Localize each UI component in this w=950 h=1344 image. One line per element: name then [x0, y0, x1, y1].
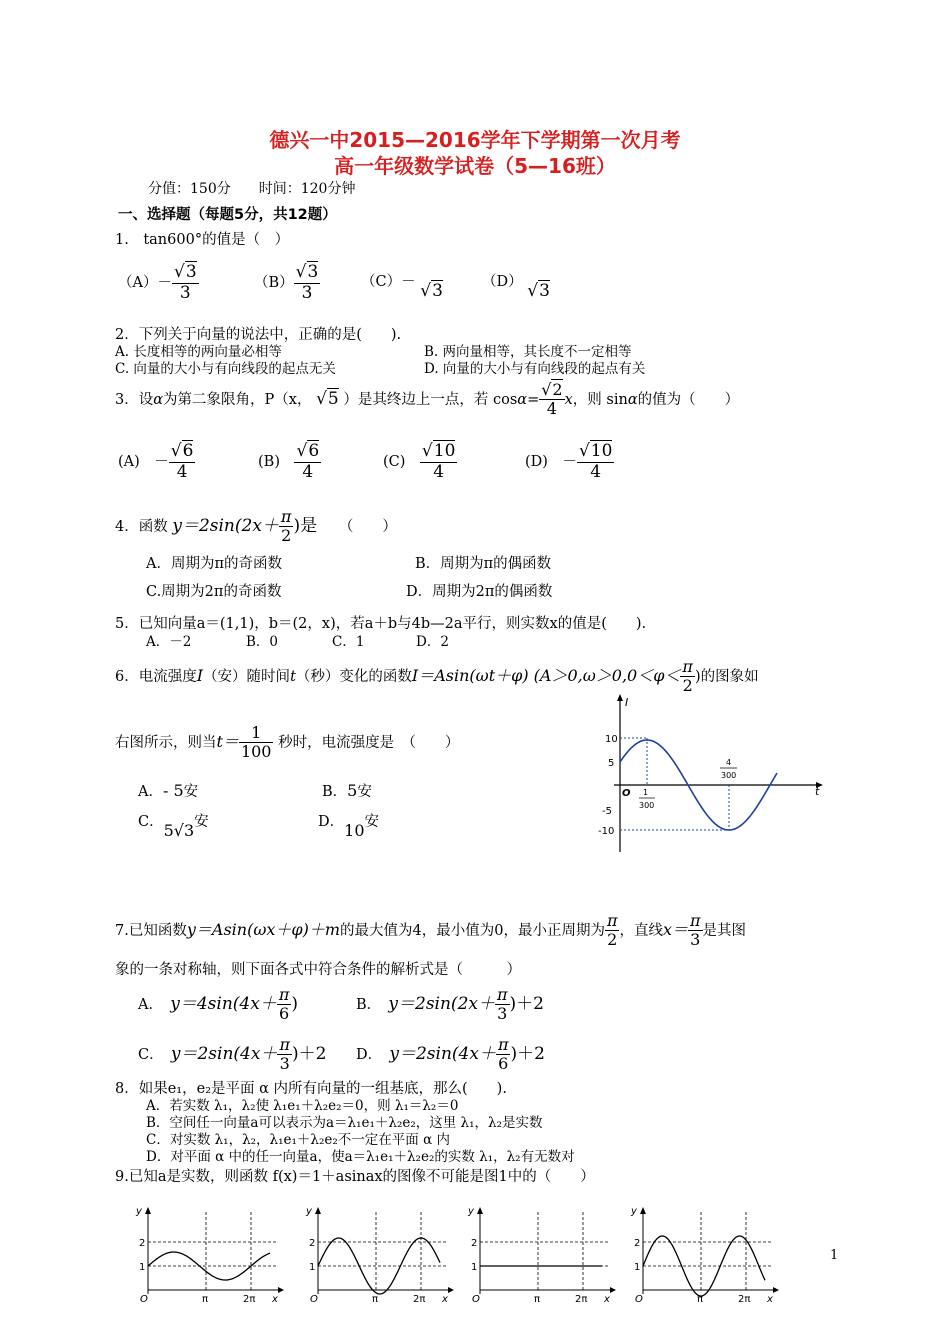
- graph-3-y-arrow: [477, 1207, 483, 1214]
- question-1-stem: 1. tan600°的值是（ ）: [115, 232, 290, 248]
- graph-1-origin: O: [140, 1294, 148, 1305]
- x-tick-1-den: 300: [639, 801, 655, 810]
- question-2-option-c: C. 向量的大小与有向线段的起点无关: [115, 361, 336, 377]
- graph-3-x-arrow: [610, 1287, 616, 1293]
- question-1-options: [118, 263, 199, 303]
- question-5-stem: 5．已知向量a＝(1,1)，b＝(2，x)，若a＋b与4b—2a平行，则实数x的值是( ).: [115, 616, 647, 632]
- question-5-option-c: C．1: [332, 634, 365, 650]
- graph-4-x-label: x: [767, 1294, 773, 1305]
- graph-4-origin: O: [635, 1294, 643, 1305]
- question-4-stem: 4．函数 y＝2sin(2x＋ $\frac{\pi}{2}$ )是 （ ）: [115, 507, 397, 546]
- current-graph: [592, 692, 832, 857]
- graph-4-pi-label: π: [697, 1294, 704, 1305]
- x-axis-label: t: [815, 785, 820, 798]
- question-8-option-d: D．对平面 α 中的任一向量a，使a＝λ₁e₁＋λ₂e₂的实数 λ₁，λ₂有无数对: [146, 1149, 575, 1165]
- graph-4-y-arrow: [640, 1207, 646, 1214]
- graph-3-pi-label: π: [534, 1294, 541, 1305]
- x-tick-1-num: 1: [643, 788, 649, 797]
- question-7-stem: 7.已知函数y＝Asin(ωx＋φ)＋m的最大值为4，最小值为0，最小正周期为 $\frac{\pi}{2}$ ，直线x＝ $\frac{\pi}{3}$ 是其图: [115, 911, 747, 950]
- question-6-option-b: B．5安: [322, 781, 372, 800]
- origin-label: O: [622, 788, 631, 799]
- question-2-stem: 2．下列关于向量的说法中，正确的是( ).: [115, 327, 402, 343]
- option-a-fraction: $\frac{√3}{3}$: [173, 262, 197, 303]
- question-5-option-d: D．2: [416, 634, 449, 650]
- question-3-stem: 3．设α为第二象限角，P（x， √5 ）是其终边上一点，若 cosα= $\frac{√2}{4}$ x，则 sinα的值为（ ）: [115, 380, 740, 419]
- question-3-option-a: (A) － $\frac{√6}{4}$: [118, 441, 194, 482]
- graph-2-y-label: y: [306, 1206, 312, 1217]
- y-tick-10: 10: [605, 734, 618, 745]
- page-number: 1: [830, 1248, 839, 1263]
- question-7-option-c: C． y＝2sin(4x＋ $\frac{\pi}{3}$ )＋2: [138, 1035, 327, 1074]
- graph-4-2pi-label: 2π: [738, 1294, 751, 1305]
- graph-1-y-label: y: [136, 1206, 142, 1217]
- question-3-option-d: (D) － $\frac{√10}{4}$: [525, 441, 613, 482]
- graph-4-tick-1: 1: [634, 1262, 641, 1273]
- question-1-option-d: （D） √3: [482, 274, 550, 301]
- graph-2-2pi-label: 2π: [413, 1294, 426, 1305]
- question-4-option-b: B．周期为π的偶函数: [415, 556, 552, 572]
- question-8-option-a: A．若实数 λ₁，λ₂使 λ₁e₁＋λ₂e₂＝0，则 λ₁＝λ₂＝0: [146, 1098, 459, 1114]
- question-4-option-c: C.周期为2π的奇函数: [146, 584, 282, 600]
- question-9-stem: 9.已知a是实数，则函数 f(x)＝1＋asinax的图像不可能是图1中的（ ）: [115, 1169, 595, 1185]
- y-axis-label: I: [625, 696, 629, 709]
- y-axis-arrow: [617, 694, 623, 701]
- graph-2-origin: O: [310, 1294, 318, 1305]
- question-8-stem: 8．如果e₁，e₂是平面 α 内所有向量的一组基底，那么( ).: [115, 1081, 507, 1097]
- question-7-option-b: B． y＝2sin(2x＋ $\frac{\pi}{3}$ )＋2: [356, 985, 544, 1024]
- graph-1-x-label: x: [272, 1294, 278, 1305]
- graph-4-y-label: y: [631, 1206, 637, 1217]
- figure-1-graphs: [128, 1190, 788, 1340]
- exam-title: 德兴一中2015—2016学年下学期第一次月考: [269, 128, 681, 152]
- y-tick-5: 5: [608, 758, 615, 769]
- graph-4-tick-2: 2: [634, 1238, 641, 1249]
- question-6-stem-line2: 右图所示，则当t＝ $\frac{1}{100}$ 秒时，电流强度是 （ ）: [115, 723, 460, 762]
- question-5-option-b: B．0: [246, 634, 279, 650]
- y-tick-minus-5: -5: [602, 806, 612, 817]
- x-tick-4-den: 300: [721, 771, 737, 780]
- graph-1-tick-2: 2: [139, 1238, 146, 1249]
- exam-meta: 分值：150分 时间：120分钟: [148, 181, 356, 197]
- graph-2-y-arrow: [315, 1207, 321, 1214]
- graph-3-2pi-label: 2π: [575, 1294, 588, 1305]
- question-2-option-a: A. 长度相等的两向量必相等: [115, 344, 282, 360]
- option-a-label: （A）－: [118, 275, 172, 292]
- question-4-option-d: D．周期为2π的偶函数: [406, 584, 553, 600]
- question-2-option-b: B. 两向量相等，其长度不一定相等: [424, 344, 632, 360]
- graph-1-tick-1: 1: [139, 1262, 146, 1273]
- question-8-option-b: B．空间任一向量a可以表示为a＝λ₁e₁＋λ₂e₂，这里 λ₁，λ₂是实数: [146, 1115, 543, 1131]
- question-6-option-d: D．10安: [318, 814, 379, 840]
- question-6-option-a: A．- 5安: [138, 781, 199, 800]
- graph-2-tick-2: 2: [309, 1238, 316, 1249]
- question-5-option-a: A．－2: [146, 634, 192, 650]
- question-3-option-b: (B) $\frac{√6}{4}$: [258, 441, 320, 482]
- question-2-option-d: D. 向量的大小与有向线段的起点有关: [424, 361, 646, 377]
- section-heading: 一、选择题（每题5分，共12题）: [118, 207, 337, 223]
- graph-3-x-label: x: [604, 1294, 610, 1305]
- graph-3-tick-1: 1: [471, 1262, 478, 1273]
- x-tick-4-num: 4: [726, 758, 732, 767]
- question-7-stem-line2: 象的一条对称轴，则下面各式中符合条件的解析式是（ ）: [115, 962, 521, 978]
- question-1-option-c: （C）－ √3: [361, 274, 443, 301]
- y-tick-minus-10: -10: [598, 826, 615, 837]
- graph-3-tick-2: 2: [471, 1238, 478, 1249]
- question-6-option-c: C．5√3安: [138, 814, 209, 840]
- graph-1-y-arrow: [145, 1207, 151, 1214]
- question-7-option-d: D． y＝2sin(4x＋ $\frac{\pi}{6}$ )＋2: [356, 1035, 545, 1074]
- question-8-option-c: C．对实数 λ₁，λ₂，λ₁e₁＋λ₂e₂不一定在平面 α 内: [146, 1132, 450, 1148]
- graph-2-x-arrow: [448, 1287, 454, 1293]
- question-7-option-a: A． y＝4sin(4x＋ $\frac{\pi}{6}$ ): [138, 985, 298, 1024]
- question-4-option-a: A．周期为π的奇函数: [146, 556, 283, 572]
- graph-3-y-label: y: [468, 1206, 474, 1217]
- graph-2-tick-1: 1: [309, 1262, 316, 1273]
- question-3-option-c: (C) $\frac{√10}{4}$: [383, 441, 456, 482]
- graph-4-x-arrow: [773, 1287, 779, 1293]
- graph-2-pi-label: π: [372, 1294, 379, 1305]
- question-1-option-b: （B） $\frac{√3}{3}$: [254, 262, 319, 303]
- graph-1-2pi-label: 2π: [243, 1294, 256, 1305]
- exam-subtitle: 高一年级数学试卷（5—16班）: [334, 154, 616, 178]
- graph-3-origin: O: [472, 1294, 480, 1305]
- graph-2-x-label: x: [442, 1294, 448, 1305]
- graph-1-x-arrow: [278, 1287, 284, 1293]
- question-6-stem: 6．电流强度I（安）随时间t（秒）变化的函数I＝Asin(ωt＋φ) (A＞0,ω＞0,0＜φ＜ $\frac{\pi}{2}$ )的图象如: [115, 657, 759, 696]
- graph-1-pi-label: π: [202, 1294, 209, 1305]
